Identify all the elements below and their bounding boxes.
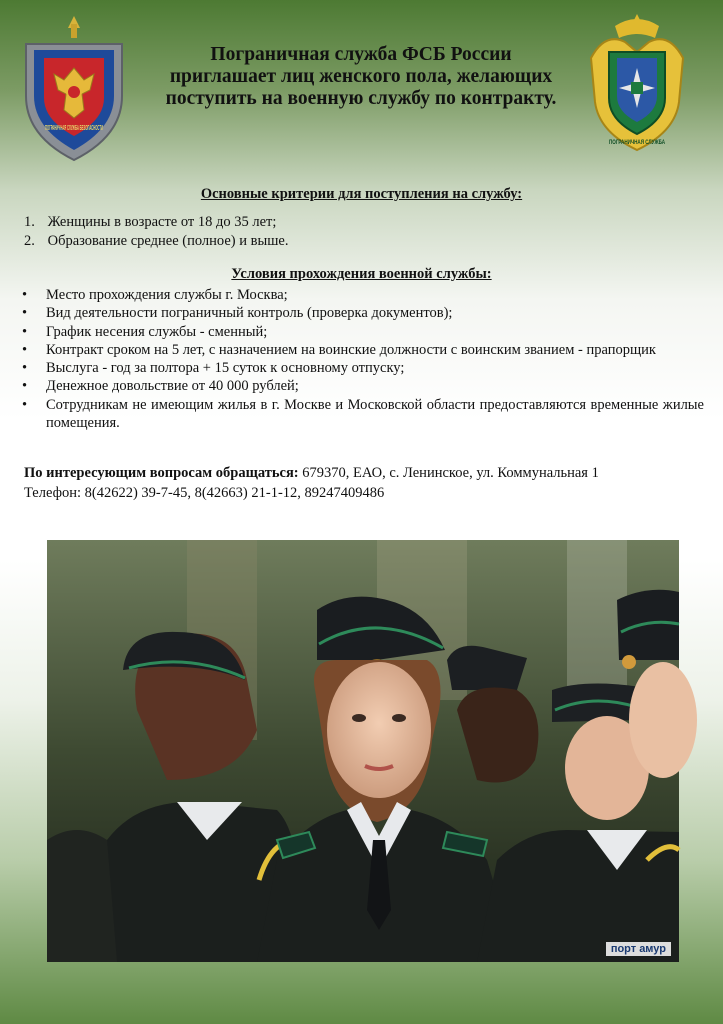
- list-number: 1.: [24, 214, 35, 230]
- contacts-block: [24, 464, 714, 503]
- page-title: [136, 44, 586, 110]
- list-text: Сотрудникам не имеющим жилья в г. Москве и Московской области предоставляются временные жилые помещения.: [46, 396, 704, 432]
- contacts-address: 679370, ЕАО, с. Ленинское, ул. Коммунальная 1: [302, 465, 599, 481]
- list-text: Женщины в возрасте от 18 до 35 лет;: [47, 214, 277, 230]
- list-item: [24, 213, 704, 232]
- title-line-2: приглашает лиц женского пола, желающих: [169, 66, 553, 87]
- criteria-list: [24, 213, 704, 251]
- conditions-list: [22, 286, 704, 432]
- contacts-lead: По интересующим вопросам обращаться:: [24, 465, 299, 481]
- bullet-icon: •: [22, 323, 28, 340]
- list-item: [24, 232, 704, 251]
- list-item: [22, 341, 704, 359]
- title-line-1: Пограничная служба ФСБ России: [210, 44, 512, 65]
- photo-female-border-guards: [47, 540, 679, 962]
- bullet-icon: •: [22, 341, 28, 358]
- emblem-left-caption: ПОГРАНИЧНАЯ СЛУЖБА БЕЗОПАСНОСТИ: [45, 125, 103, 132]
- list-text: Контракт сроком на 5 лет, с назначением на воинские должности с воинским званием - прапорщик: [46, 341, 656, 358]
- list-item: [22, 377, 704, 395]
- bullet-icon: •: [22, 287, 28, 303]
- list-text: Денежное довольствие от 40 000 рублей;: [46, 378, 299, 395]
- list-number: 2.: [24, 233, 35, 249]
- contacts-address-line: [24, 464, 714, 484]
- list-text: Выслуга - год за полтора + 15 суток к основному отпуску;: [46, 360, 405, 377]
- emblem-right-caption: ПОГРАНИЧНАЯ СЛУЖБА: [609, 139, 666, 146]
- bullet-icon: •: [22, 396, 28, 413]
- list-item: [22, 304, 704, 322]
- list-item: [22, 396, 704, 433]
- criteria-heading: Основные критерии для поступления на службу:: [200, 186, 523, 202]
- photo-watermark: порт амур: [606, 942, 671, 956]
- list-item: [22, 359, 704, 377]
- list-item: [22, 323, 704, 341]
- fsb-emblem-left: [18, 14, 130, 164]
- conditions-heading: Условия прохождения военной службы:: [231, 266, 492, 282]
- contacts-phone: Телефон: 8(42622) 39-7-45, 8(42663) 21-1-12, 89247409486: [24, 484, 385, 501]
- border-service-emblem-right: [585, 12, 689, 154]
- list-text: Вид деятельности пограничный контроль (проверка документов);: [46, 305, 453, 322]
- list-text: График несения службы - сменный;: [46, 323, 268, 340]
- list-item: [22, 286, 704, 304]
- title-line-3: поступить на военную службу по контракту.: [165, 88, 557, 109]
- list-text: Образование среднее (полное) и выше.: [47, 233, 289, 249]
- bullet-icon: •: [22, 360, 28, 377]
- bullet-icon: •: [22, 305, 28, 322]
- bullet-icon: •: [22, 378, 28, 395]
- list-text: Место прохождения службы г. Москва;: [46, 287, 288, 303]
